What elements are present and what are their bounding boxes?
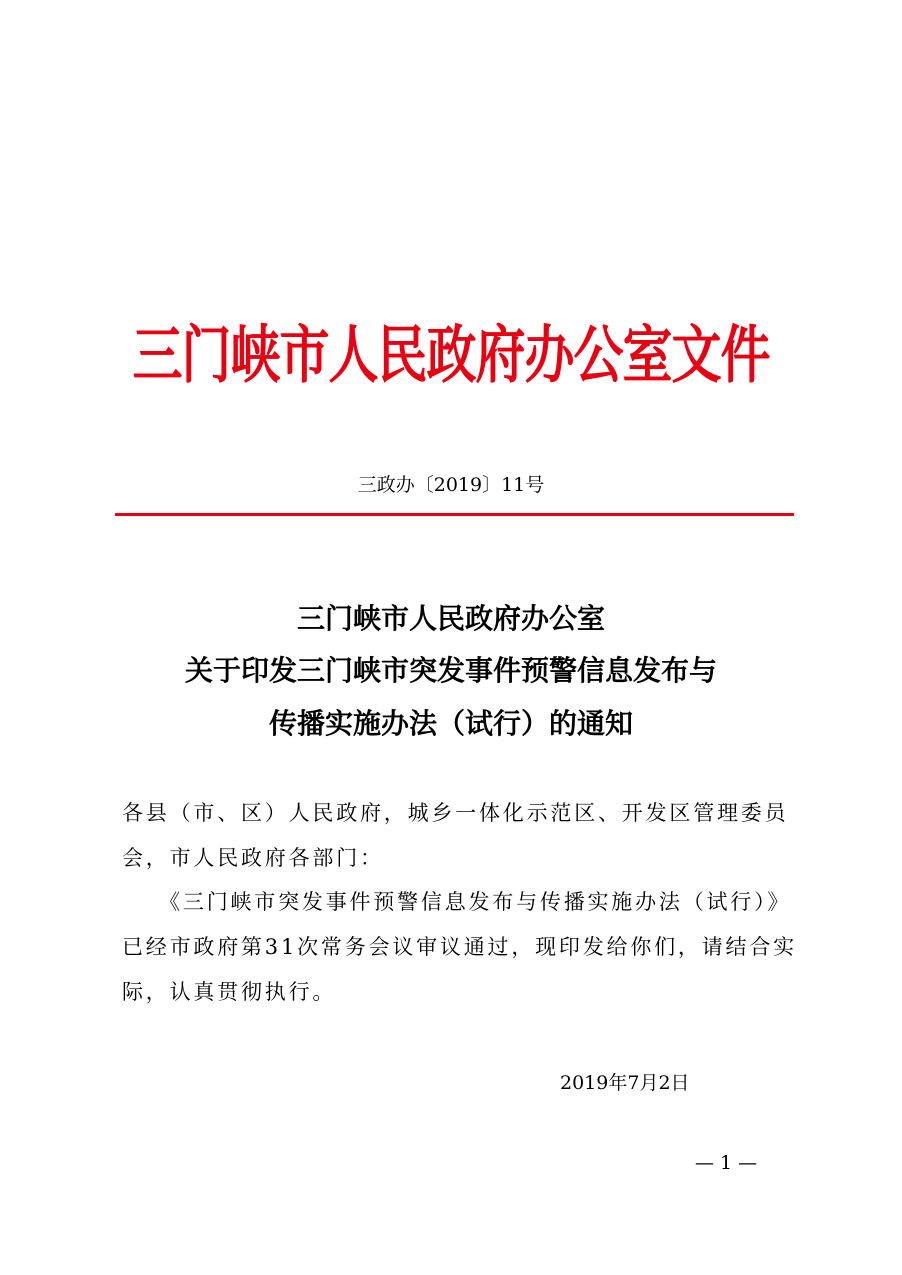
title-line-2: 关于印发三门峡市突发事件预警信息发布与 — [184, 654, 717, 687]
title-line-3: 传播实施办法（试行）的通知 — [268, 707, 633, 740]
body-line-2: 会，市人民政府各部门： — [122, 846, 384, 870]
body-line-3: 《三门峡市突发事件预警信息发布与传播实施办法（试行）》 — [122, 890, 792, 914]
red-divider-line — [115, 513, 794, 516]
document-masthead: 三门峡市人民政府办公室文件 — [132, 317, 770, 392]
body-line-4: 已经市政府第31次常务会议审议通过，现印发给你们，请结合实 — [122, 935, 797, 959]
body-line-5: 际，认真贯彻执行。 — [122, 980, 337, 1004]
issue-date: 2019年7月2日 — [560, 1072, 690, 1094]
document-number: 三政办〔2019〕11号 — [357, 474, 545, 496]
body-line-1: 各县（市、区）人民政府，城乡一体化示范区、开发区管理委员 — [122, 801, 789, 825]
page-number: — 1 — — [695, 1152, 758, 1174]
title-line-1: 三门峡市人民政府办公室 — [296, 602, 605, 635]
